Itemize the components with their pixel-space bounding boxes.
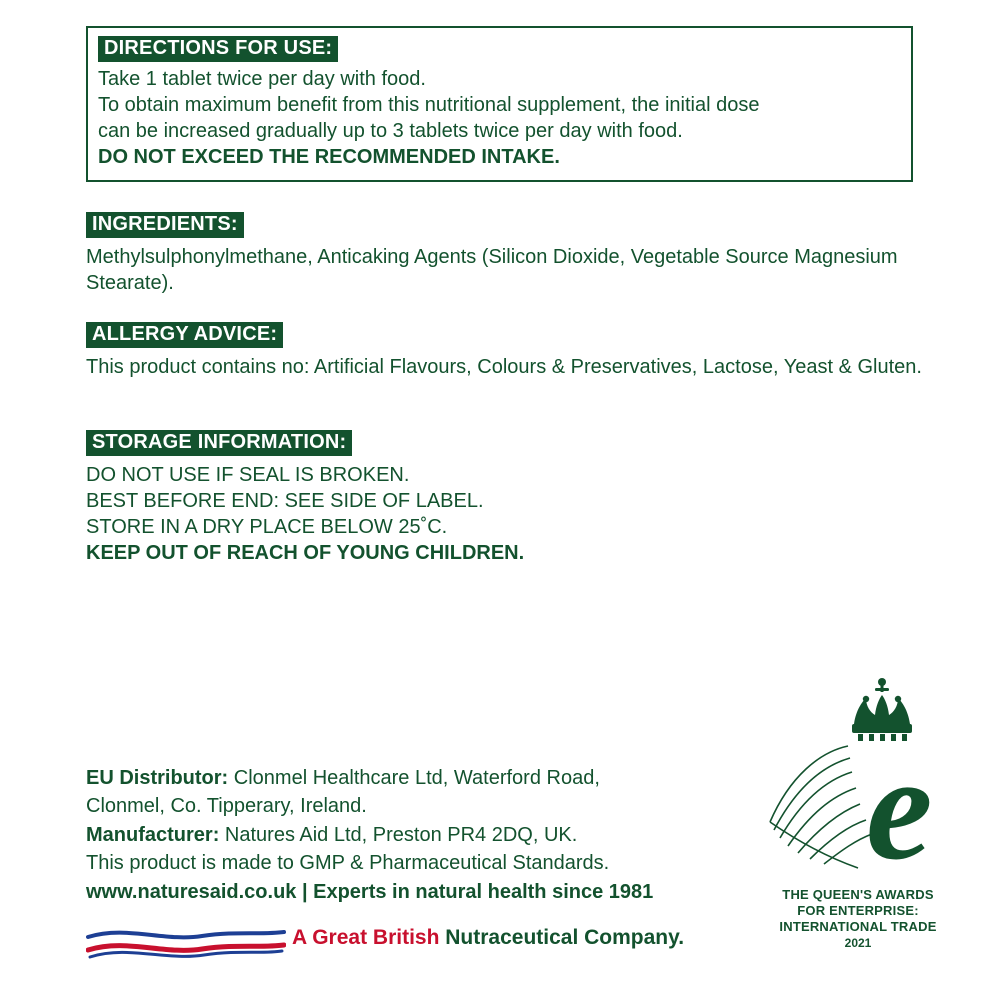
directions-line-2: To obtain maximum benefit from this nutritional supplement, the initial dose xyxy=(98,94,760,116)
storage-line-3: STORE IN A DRY PLACE BELOW 25˚C. xyxy=(86,516,448,538)
directions-for-use-section xyxy=(86,26,913,182)
standards-line: This product is made to GMP & Pharmaceutical Standards. xyxy=(86,852,610,875)
award-caption-line-2: FOR ENTERPRISE: xyxy=(797,902,919,918)
directions-line-3: can be increased gradually up to 3 tablets twice per day with food. xyxy=(98,120,683,142)
ingredients-heading: INGREDIENTS: xyxy=(86,212,244,238)
union-ribbon-icon xyxy=(86,926,286,960)
tagline-green: Nutraceutical Company. xyxy=(439,926,685,949)
ingredients-text: Methylsulphonylmethane, Anticaking Agents (Silicon Dioxide, Vegetable Source Magnesium Stearate). xyxy=(86,246,898,295)
directions-heading: DIRECTIONS FOR USE: xyxy=(98,36,338,62)
storage-information-section xyxy=(86,430,926,566)
storage-line-1: DO NOT USE IF SEAL IS BROKEN. xyxy=(86,464,410,486)
footer-company-details xyxy=(86,764,766,906)
wing-icon xyxy=(770,746,872,868)
manufacturer-line xyxy=(86,821,766,849)
allergy-advice-section xyxy=(86,322,926,380)
award-caption-line-1: THE QUEEN'S AWARDS xyxy=(782,887,934,902)
svg-text:e: e xyxy=(866,725,933,887)
ingredients-section xyxy=(86,212,926,297)
tagline-row xyxy=(86,924,786,968)
crown-and-e-icon xyxy=(762,672,954,887)
website-line[interactable]: www.naturesaid.co.uk | Experts in natural health since 1981 xyxy=(86,880,654,903)
award-year: 2021 xyxy=(844,935,872,950)
queens-award-emblem xyxy=(762,672,954,887)
tagline-red: A Great British xyxy=(292,926,440,949)
allergy-heading: ALLERGY ADVICE: xyxy=(86,322,283,348)
tagline-text xyxy=(292,926,684,950)
storage-line-2: BEST BEFORE END: SEE SIDE OF LABEL. xyxy=(86,490,484,512)
allergy-text: This product contains no: Artificial Flavours, Colours & Preservatives, Lactose, Yeast & Gluten. xyxy=(86,356,922,378)
eu-distributor-line xyxy=(86,764,766,792)
award-caption-line-3: INTERNATIONAL TRADE xyxy=(779,918,937,934)
manufacturer-value: Natures Aid Ltd, Preston PR4 2DQ, UK. xyxy=(219,823,578,846)
storage-warning: KEEP OUT OF REACH OF YOUNG CHILDREN. xyxy=(86,542,525,564)
letter-e-icon xyxy=(866,725,933,887)
queens-award-block xyxy=(762,672,954,964)
directions-line-1: Take 1 tablet twice per day with food. xyxy=(98,68,426,90)
eu-distributor-label: EU Distributor: xyxy=(86,767,229,789)
directions-warning: DO NOT EXCEED THE RECOMMENDED INTAKE. xyxy=(98,146,560,168)
manufacturer-label: Manufacturer: xyxy=(86,823,220,846)
eu-distributor-value: Clonmel Healthcare Ltd, Waterford Road, xyxy=(228,767,600,789)
storage-heading: STORAGE INFORMATION: xyxy=(86,430,352,456)
eu-distributor-line-2: Clonmel, Co. Tipperary, Ireland. xyxy=(86,795,367,818)
